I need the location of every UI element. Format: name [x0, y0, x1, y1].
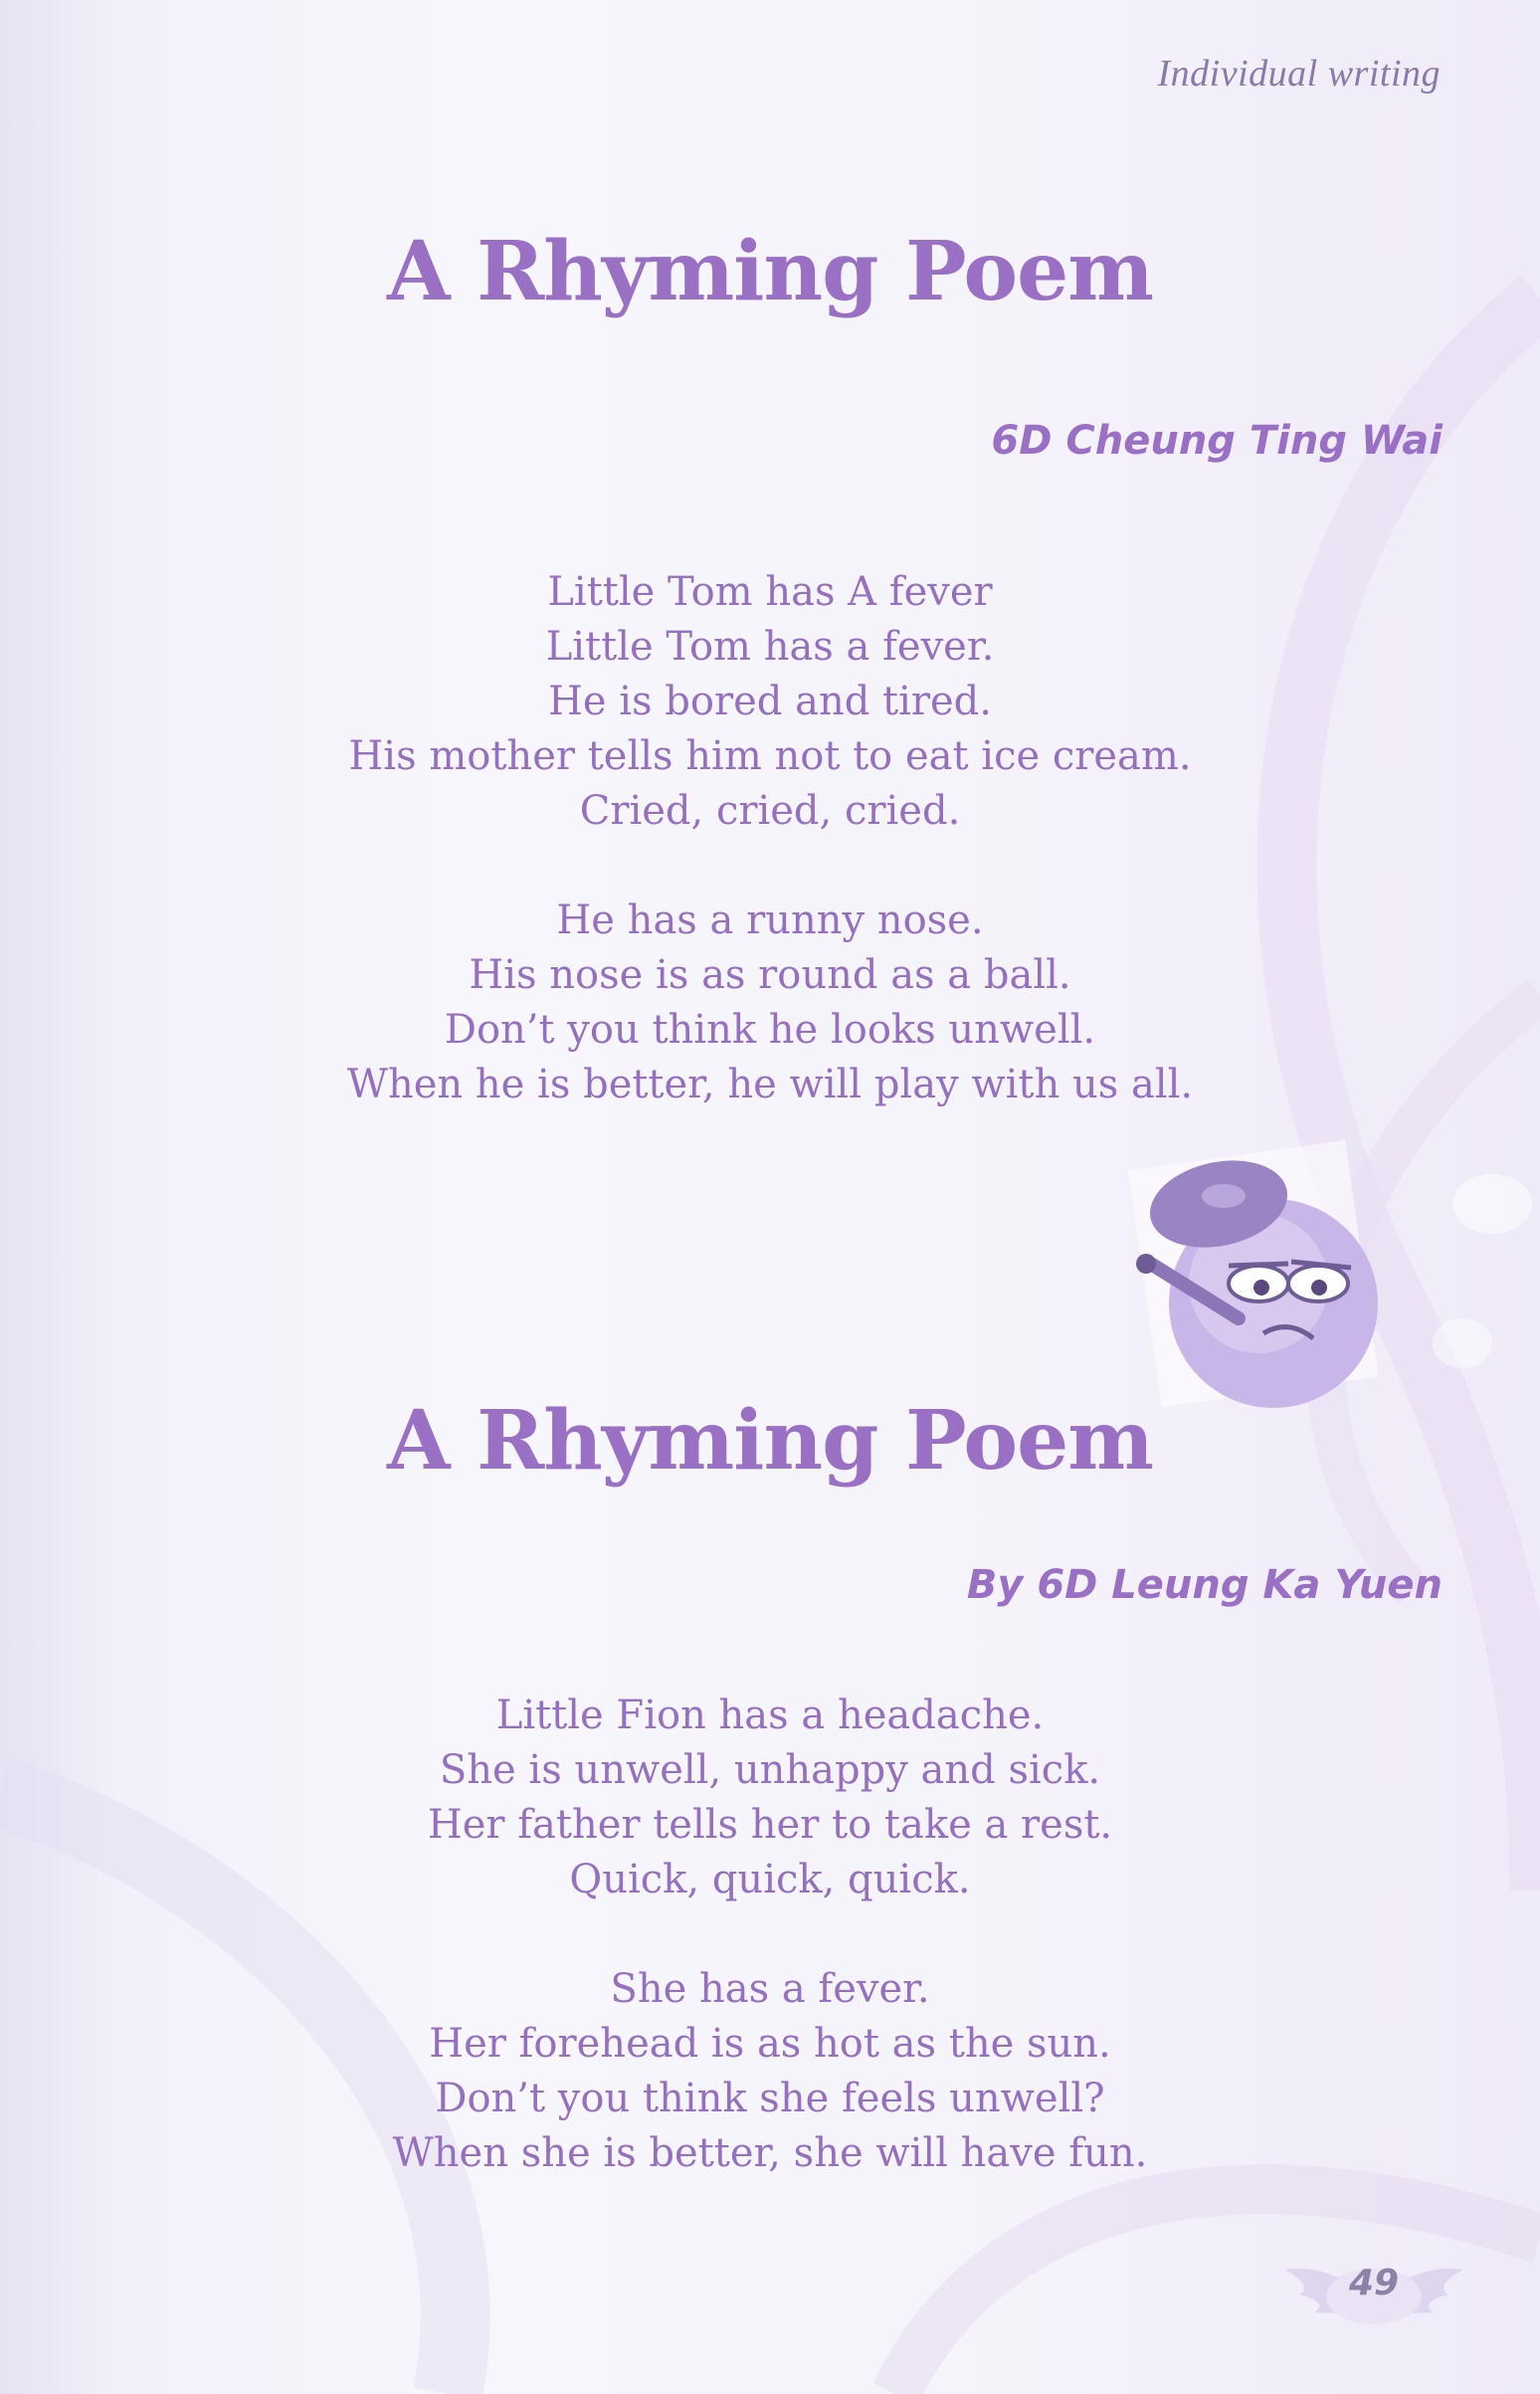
poem-2-stanza-2	[0, 1962, 1540, 2181]
poem-line: His nose is as round as a ball.	[469, 952, 1071, 998]
poem-2-stanza-1	[0, 1689, 1540, 1907]
poem-line: He is bored and tired.	[547, 679, 992, 724]
sick-face-with-ice-pack-and-thermometer-icon	[1124, 1134, 1383, 1423]
page-number-badge	[1279, 2245, 1468, 2334]
poem-1-stanza-2	[0, 894, 1540, 1112]
section-header-label: Individual writing	[1157, 53, 1441, 95]
poem-1-stanza-1	[0, 565, 1540, 839]
poem-line: He has a runny nose.	[556, 898, 984, 943]
poem-line: Her father tells her to take a rest.	[427, 1802, 1113, 1848]
poem-line: When he is better, he will play with us all.	[346, 1062, 1194, 1107]
poem-2-author: By 6D Leung Ka Yuen	[966, 1562, 1443, 1608]
poem-line: Her forehead is as hot as the sun.	[429, 2021, 1111, 2067]
poem-line: Don’t you think he looks unwell.	[444, 1007, 1096, 1053]
poem-line: Little Fion has a headache.	[495, 1693, 1045, 1738]
poem-line: His mother tells him not to eat ice cream.	[348, 733, 1192, 779]
poem-line: Little Tom has A fever	[547, 569, 993, 615]
poem-line: Quick, quick, quick.	[569, 1857, 971, 1902]
poem-2-title: A Rhyming Poem	[386, 1393, 1154, 1489]
poem-1-title: A Rhyming Poem	[386, 224, 1154, 319]
poem-line: She has a fever.	[610, 1966, 930, 2012]
page-number: 49	[1348, 2263, 1400, 2303]
poem-1-author: 6D Cheung Ting Wai	[991, 418, 1443, 464]
poem-line: Little Tom has a fever.	[545, 624, 995, 670]
poem-line: Don’t you think she feels unwell?	[435, 2076, 1105, 2121]
poem-line: When she is better, she will have fun.	[392, 2130, 1148, 2176]
poem-line: Cried, cried, cried.	[579, 788, 961, 834]
poem-line: She is unwell, unhappy and sick.	[439, 1747, 1101, 1793]
